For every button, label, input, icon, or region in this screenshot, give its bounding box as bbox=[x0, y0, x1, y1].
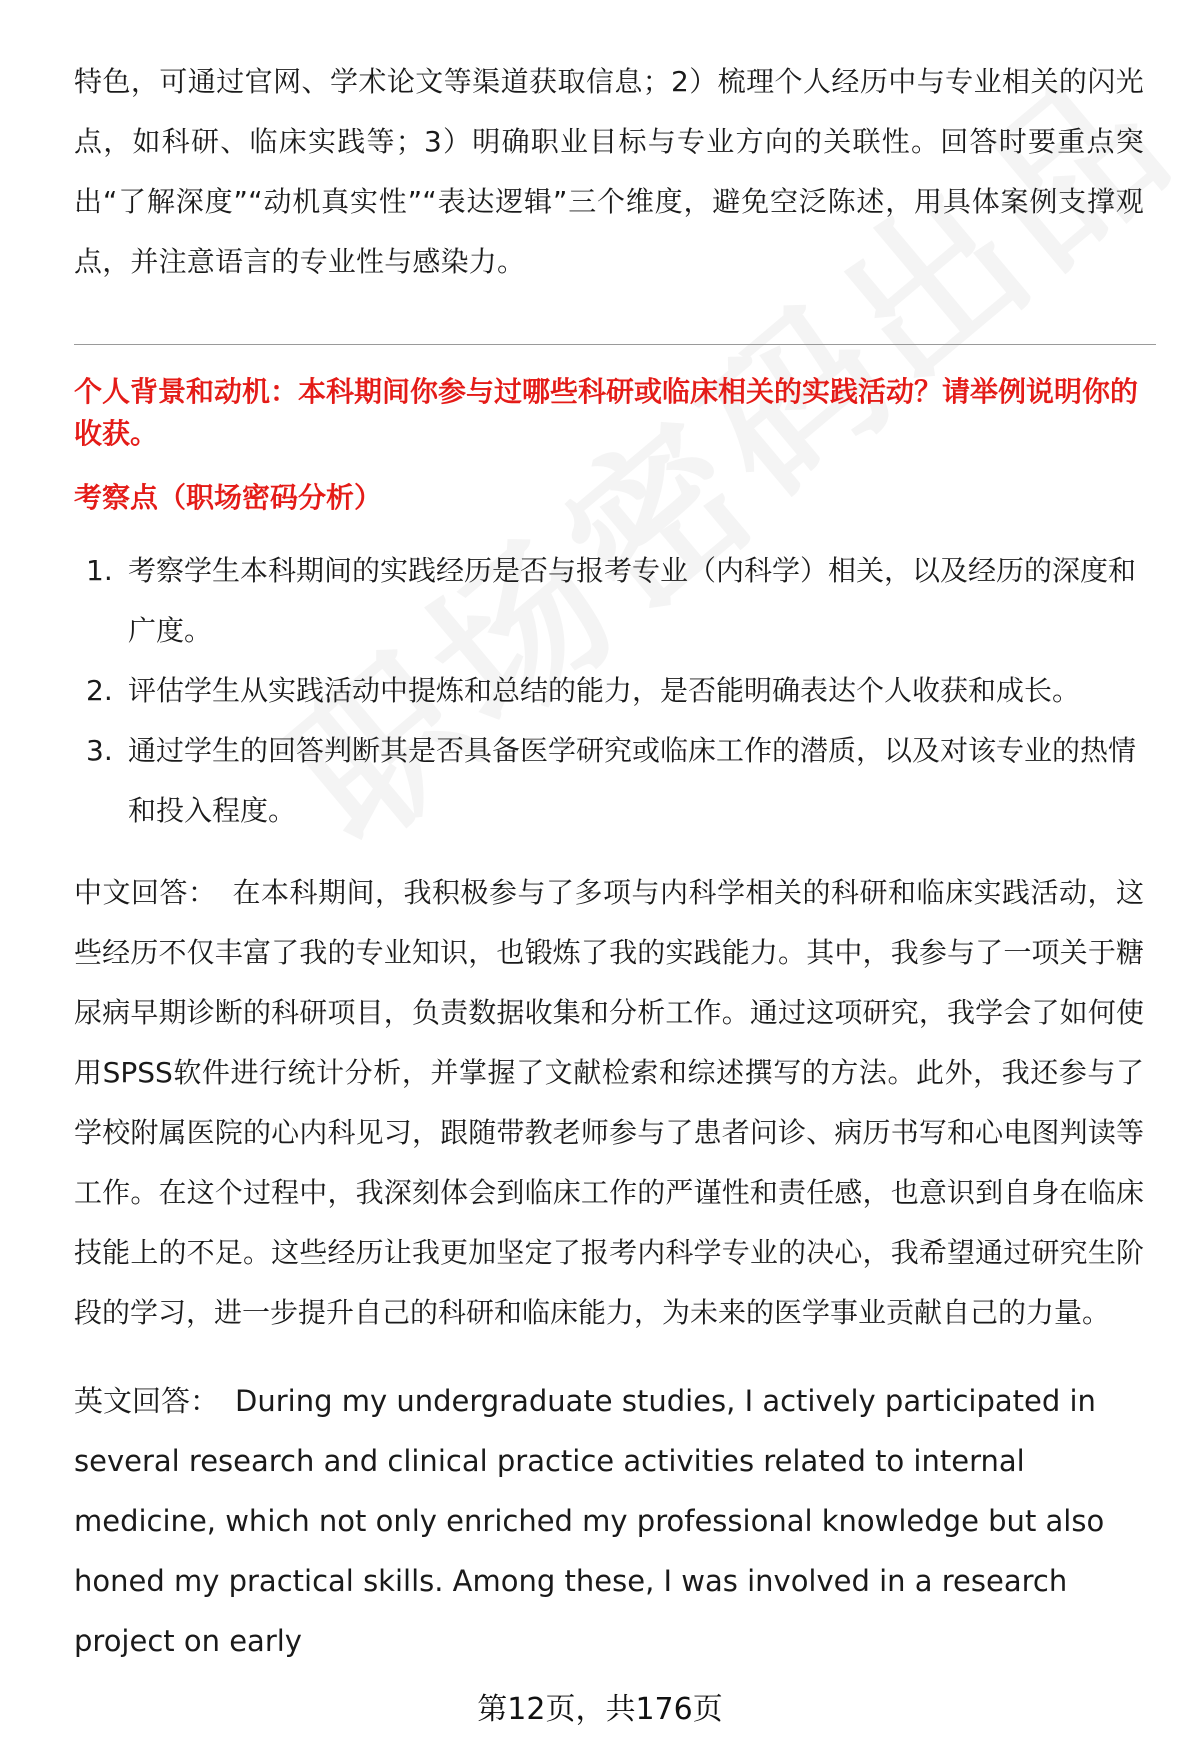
list-item-number: 2. bbox=[86, 674, 113, 707]
list-item bbox=[74, 541, 1144, 661]
list-item bbox=[74, 721, 1144, 841]
english-answer bbox=[74, 1371, 1144, 1671]
assessment-points-list bbox=[74, 541, 1144, 841]
list-item bbox=[74, 661, 1144, 721]
english-answer-label: 英文回答： bbox=[74, 1384, 220, 1418]
chinese-answer bbox=[74, 863, 1144, 1343]
chinese-answer-text: 在本科期间，我积极参与了多项与内科学相关的科研和临床实践活动，这些经历不仅丰富了我的专业知识，也锻炼了我的实践能力。其中，我参与了一项关于糖尿病早期诊断的科研项目，负责数据收集和分析工作。通过这项研究，我学会了如何使用SPSS软件进行统计分析，并掌握了文献检索和综述撰写的方法。此外，我还参与了学校附属医院的心内科见习，跟随带教老师参与了患者问诊、病历书写和心电图判读等工作。在这个过程中，我深刻体会到临床工作的严谨性和责任感，也意识到自身在临床技能上的不足。这些经历让我更加坚定了报考内科学专业的决心，我希望通过研究生阶段的学习，进一步提升自己的科研和临床能力，为未来的医学事业贡献自己的力量。 bbox=[74, 876, 1144, 1329]
assessment-heading: 考察点（职场密码分析） bbox=[74, 481, 383, 514]
english-answer-text: During my undergraduate studies, I actively participated in several research and clinical practice activities related to internal medicine, which not only enriched my professional knowledge but also honed my practical skills. Among these, I was involved in a research project on early bbox=[74, 1384, 1105, 1658]
chinese-answer-label: 中文回答： bbox=[74, 876, 217, 909]
list-item-number: 3. bbox=[86, 734, 113, 767]
question-heading: 个人背景和动机：本科期间你参与过哪些科研或临床相关的实践活动？请举例说明你的收获。 bbox=[74, 375, 1139, 450]
section-divider bbox=[74, 344, 1156, 345]
list-item-text: 评估学生从实践活动中提炼和总结的能力，是否能明确表达个人收获和成长。 bbox=[128, 674, 1081, 707]
page-footer: 第12页，共176页 bbox=[477, 1692, 723, 1727]
list-item-text: 通过学生的回答判断其是否具备医学研究或临床工作的潜质，以及对该专业的热情和投入程度。 bbox=[128, 734, 1137, 827]
intro-paragraph: 特色，可通过官网、学术论文等渠道获取信息；2）梳理个人经历中与专业相关的闪光点，如科研、临床实践等；3）明确职业目标与专业方向的关联性。回答时要重点突出“了解深度”“动机真实性”“表达逻辑”三个维度，避免空泛陈述，用具体案例支撑观点，并注意语言的专业性与感染力。 bbox=[74, 65, 1144, 278]
list-item-number: 1. bbox=[86, 554, 113, 587]
page-content bbox=[74, 52, 1144, 1671]
list-item-text: 考察学生本科期间的实践经历是否与报考专业（内科学）相关，以及经历的深度和广度。 bbox=[128, 554, 1137, 647]
